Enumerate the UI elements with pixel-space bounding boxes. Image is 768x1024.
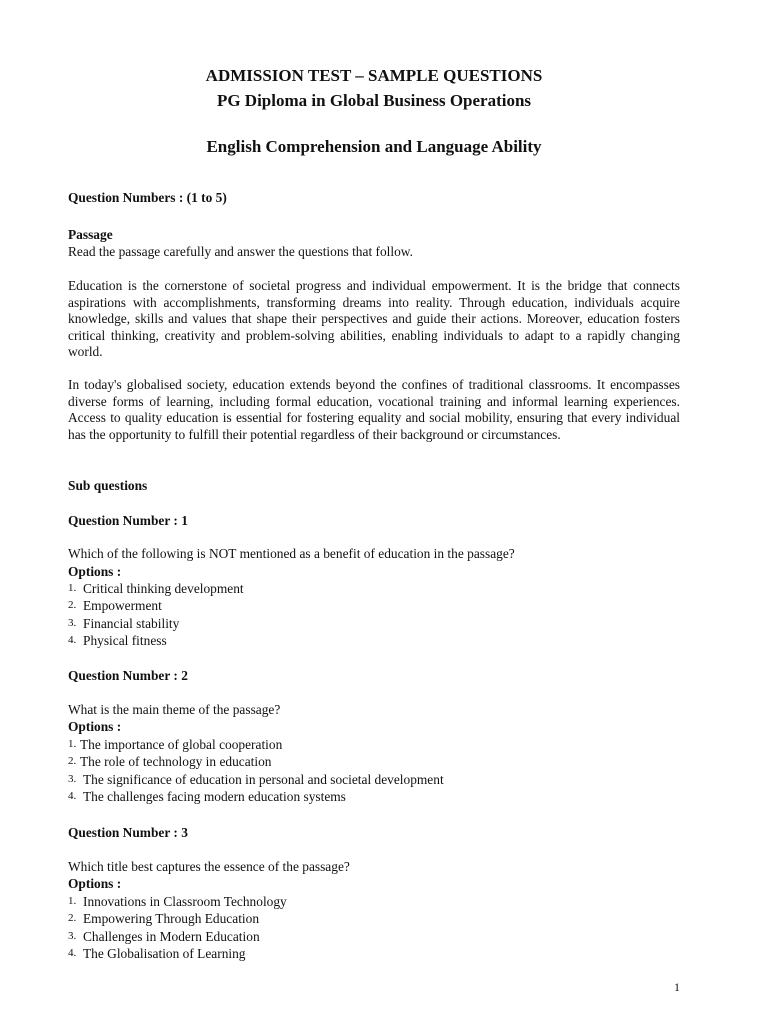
option-item — [68, 910, 680, 927]
question-1-options-label: Options : — [68, 564, 122, 579]
question-3-label: Question Number : 3 — [68, 825, 188, 840]
option-text: Critical thinking development — [83, 581, 244, 596]
question-1-label: Question Number : 1 — [68, 513, 188, 528]
option-item — [68, 580, 680, 597]
option-text: Financial stability — [83, 615, 180, 631]
question-2-label: Question Number : 2 — [68, 668, 188, 683]
option-text: Empowering Through Education — [83, 911, 260, 927]
question-range-heading: Question Numbers : (1 to 5) — [68, 190, 227, 205]
option-text: Physical fitness — [83, 633, 167, 649]
question-3-options-label: Options : — [68, 876, 122, 891]
option-item — [68, 736, 680, 753]
question-1-text: Which of the following is NOT mentioned as a benefit of education in the passage? — [68, 546, 515, 561]
option-number: 3. — [68, 929, 77, 942]
option-number: 3. — [68, 772, 77, 785]
question-3-options — [68, 893, 680, 963]
option-item — [68, 945, 680, 962]
option-text: Empowerment — [83, 598, 162, 614]
option-item — [68, 928, 680, 945]
option-text: The importance of global cooperation — [80, 737, 283, 752]
passage-paragraph-1: Education is the cornerstone of societal progress and individual empowerment. It is the bridge that connects aspirations with accomplishments, transforming dreams into reality. Through education, individuals acquire knowledge, skills and values that shape their perspectives and guide their actions. Moreover, education fosters critical thinking, creativity and problem-solving abilities, enabling individuals to adapt to a rapidly changing world. — [68, 278, 680, 360]
option-item — [68, 788, 680, 805]
option-number: 4. — [68, 790, 77, 803]
question-2-text: What is the main theme of the passage? — [68, 702, 281, 717]
option-number: 4. — [68, 947, 77, 960]
option-number: 1. — [68, 738, 77, 750]
option-text: Innovations in Classroom Technology — [83, 894, 287, 909]
option-text: The Globalisation of Learning — [83, 946, 246, 962]
option-number: 3. — [68, 616, 77, 629]
document-title: ADMISSION TEST – SAMPLE QUESTIONS — [205, 66, 543, 85]
option-item — [68, 753, 680, 770]
passage-heading: Passage — [68, 227, 113, 242]
option-text: The significance of education in personal and societal development — [83, 771, 444, 787]
option-text: The role of technology in education — [80, 754, 272, 770]
option-item — [68, 632, 680, 649]
option-number: 2. — [68, 599, 77, 612]
option-number: 4. — [68, 634, 77, 647]
section-title: English Comprehension and Language Ability — [206, 137, 542, 156]
option-text: The challenges facing modern education systems — [83, 789, 346, 805]
option-number: 2. — [68, 912, 77, 925]
option-item — [68, 615, 680, 632]
option-number: 1. — [68, 895, 77, 907]
question-2-options-label: Options : — [68, 719, 122, 734]
sub-questions-heading: Sub questions — [68, 478, 148, 493]
passage-instruction: Read the passage carefully and answer the questions that follow. — [68, 244, 413, 259]
program-title: PG Diploma in Global Business Operations — [216, 91, 532, 110]
passage-paragraph-2: In today's globalised society, education extends beyond the confines of traditional classrooms. It encompasses diverse forms of learning, including formal education, vocational training and informal learning experiences. Access to quality education is essential for fostering equality and social mobility, ensuring that every individual has the opportunity to fulfill their potential regardless of their background or circumstances. — [68, 377, 680, 442]
option-text: Challenges in Modern Education — [83, 928, 260, 944]
option-number: 1. — [68, 582, 77, 594]
page-number: 1 — [674, 980, 680, 994]
question-2-options — [68, 736, 680, 806]
option-item — [68, 597, 680, 614]
option-item — [68, 893, 680, 910]
question-3-text: Which title best captures the essence of the passage? — [68, 859, 350, 874]
question-1-options — [68, 580, 680, 650]
option-item — [68, 771, 680, 788]
option-number: 2. — [68, 755, 77, 768]
